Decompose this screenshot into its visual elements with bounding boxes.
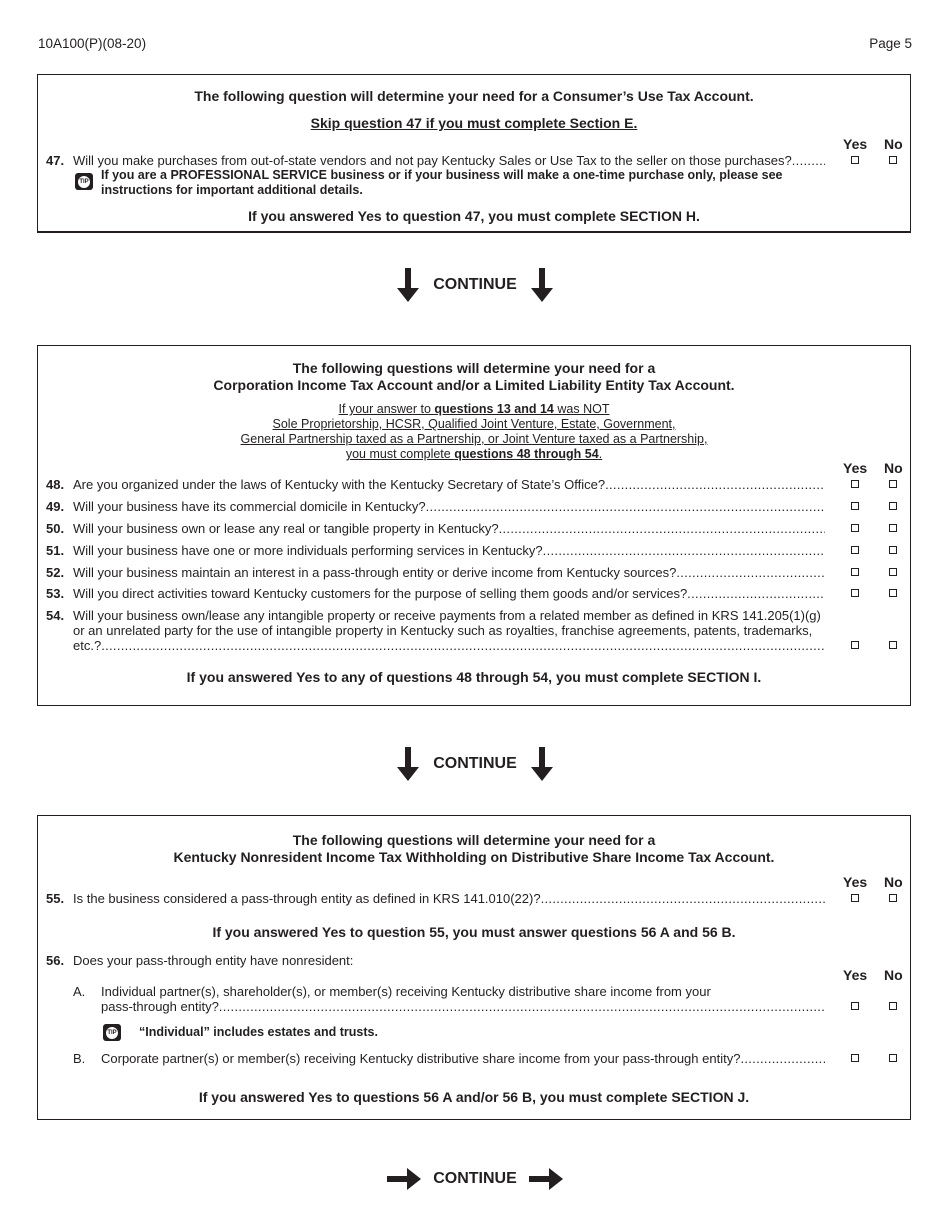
section-footer: If you answered Yes to any of questions 48 through 54, you must complete SECTION I. — [186, 669, 762, 685]
q48-no-checkbox[interactable] — [889, 480, 897, 488]
form-id: 10A100(P)(08-20) — [38, 36, 147, 51]
q52-no-checkbox[interactable] — [889, 568, 897, 576]
continue-label: CONTINUE — [433, 276, 517, 293]
note-line4: you must complete questions 48 through 54. — [345, 447, 603, 461]
q50-no-checkbox[interactable] — [889, 524, 897, 532]
skip-instruction: Skip question 47 if you must complete Section E. — [310, 115, 638, 131]
no-header: No — [884, 874, 903, 890]
q47-yes-checkbox[interactable] — [851, 156, 859, 164]
arrow-down-icon — [395, 268, 421, 302]
q50-yes-checkbox[interactable] — [851, 524, 859, 532]
continue-label: CONTINUE — [433, 1170, 517, 1187]
q56a-yes-checkbox[interactable] — [851, 1002, 859, 1010]
section-title-line1: The following questions will determine your need for a — [292, 832, 656, 848]
arrow-down-icon — [529, 268, 555, 302]
section-footer: If you answered Yes to questions 56 A and/or 56 B, you must complete SECTION J. — [198, 1089, 750, 1105]
section-title-line2: Kentucky Nonresident Income Tax Withholding on Distributive Share Income Tax Account. — [173, 849, 775, 865]
continue-label: CONTINUE — [433, 755, 517, 772]
q48-yes-checkbox[interactable] — [851, 480, 859, 488]
q47-no-checkbox[interactable] — [889, 156, 897, 164]
no-header: No — [884, 460, 903, 476]
q56a-no-checkbox[interactable] — [889, 1002, 897, 1010]
yes-header: Yes — [843, 874, 868, 890]
q49-no-checkbox[interactable] — [889, 502, 897, 510]
q55-instruction: If you answered Yes to question 55, you must answer questions 56 A and 56 B. — [212, 924, 736, 940]
page-number: Page 5 — [869, 36, 912, 51]
continue-indicator — [0, 747, 950, 781]
q49-yes-checkbox[interactable] — [851, 502, 859, 510]
tip-text-line2: instructions for important additional details. — [101, 183, 363, 197]
section-title: The following question will determine your need for a Consumer’s Use Tax Account. — [194, 88, 754, 104]
q51-no-checkbox[interactable] — [889, 546, 897, 554]
no-header: No — [884, 967, 903, 983]
section-title-line1: The following questions will determine your need for a — [292, 360, 656, 376]
q54-no-checkbox[interactable] — [889, 641, 897, 649]
tip-text: “Individual” includes estates and trusts. — [139, 1025, 378, 1039]
nonresident-withholding-section: The following questions will determine your need for a Kentucky Nonresident Income Tax Withholding on Distributive Share Income Tax Account. Yes No 55. Is the business considered a pass-through entity as defined in KRS 141.010(22)? ..... If you answered Yes to question 55, you must answer questions 56 A and 56 B. 56. Does your pass-through entity have nonresident: Yes No A. Individual partner(s), shareholder(s), or member(s) receiving Kentucky distributive share income from your pass-through entity? ..... TIP “Individual” includes estates and trusts. B. Corporate partner(s) or member(s) receiving Kentucky distributive share income from your pass-through entity? ..... If you answered Yes to questions 56 A and/or 56 B, you must complete SECTION J. — [37, 815, 911, 1120]
note-line2: Sole Proprietorship, HCSR, Qualified Joint Venture, Estate, Government, — [272, 417, 676, 431]
note-line3: General Partnership taxed as a Partnership, or Joint Venture taxed as a Partnership, — [240, 432, 708, 446]
q52-yes-checkbox[interactable] — [851, 568, 859, 576]
arrow-down-icon — [529, 747, 555, 781]
yes-header: Yes — [843, 460, 868, 476]
note-line1: If your answer to questions 13 and 14 was NOT — [338, 402, 610, 416]
arrow-down-icon — [395, 747, 421, 781]
q51-yes-checkbox[interactable] — [851, 546, 859, 554]
yes-header: Yes — [843, 967, 868, 983]
consumer-use-tax-section — [37, 74, 911, 233]
q53-no-checkbox[interactable] — [889, 589, 897, 597]
continue-indicator — [0, 1167, 950, 1191]
corporation-income-tax-section: The following questions will determine your need for a Corporation Income Tax Account and/or a Limited Liability Entity Tax Account. If your answer to questions 13 and 14 was NOT Sole Proprietorship, HCSR, Qualified Joint Venture, Estate, Government, General Partnership taxed as a Partnership, or Joint Venture taxed as a Partnership, you must complete questions 48 through 54. Yes No 48. Are you organized under the laws of Kentucky with the Kentucky Secretary of State’s Office? ..... 49. Will your business have its commercial domicile in Kentucky? ..... 50. Will your business own or lease any real or tangible property in Kentucky? ..... 51. Will your business have one or more individuals performing services in Kentucky? ..... 52. Will your business maintain an interest in a pass-through entity or derive income from Kentucky sources? ..... 53. Will you direct activities toward Kentucky customers for the purpose of selling them goods and/or services? ..... 54. Will your business own/lease any intangible property or receive payments from a related member as defined in KRS 141.205(1)(g) or an unrelated party for the use of intangible property in Kentucky such as royalties, franchise agreements, patents, trademarks, etc.? ..... If you answered Yes to any of questions 48 through 54, you must complete SECTION I. — [37, 345, 911, 706]
q55-yes-checkbox[interactable] — [851, 894, 859, 902]
q56b-yes-checkbox[interactable] — [851, 1054, 859, 1062]
question-text: Will you make purchases from out-of-state vendors and not pay Kentucky Sales or Use Tax to the seller on those purchases? — [73, 153, 792, 168]
q53-yes-checkbox[interactable] — [851, 589, 859, 597]
q55-no-checkbox[interactable] — [889, 894, 897, 902]
continue-indicator — [0, 268, 950, 302]
tip-text-line1: If you are a PROFESSIONAL SERVICE business or if your business will make a one-time purchase only, please see — [101, 168, 783, 182]
question-number: 47. — [46, 153, 65, 168]
q56b-no-checkbox[interactable] — [889, 1054, 897, 1062]
yes-header: Yes — [843, 136, 868, 152]
section-title-line2: Corporation Income Tax Account and/or a Limited Liability Entity Tax Account. — [213, 377, 735, 393]
tip-icon: TIP — [75, 173, 93, 190]
arrow-right-icon — [387, 1167, 421, 1191]
arrow-right-icon — [529, 1167, 563, 1191]
section-footer: If you answered Yes to question 47, you must complete SECTION H. — [248, 208, 700, 224]
tip-icon: TIP — [103, 1024, 121, 1041]
no-header: No — [884, 136, 903, 152]
q54-yes-checkbox[interactable] — [851, 641, 859, 649]
